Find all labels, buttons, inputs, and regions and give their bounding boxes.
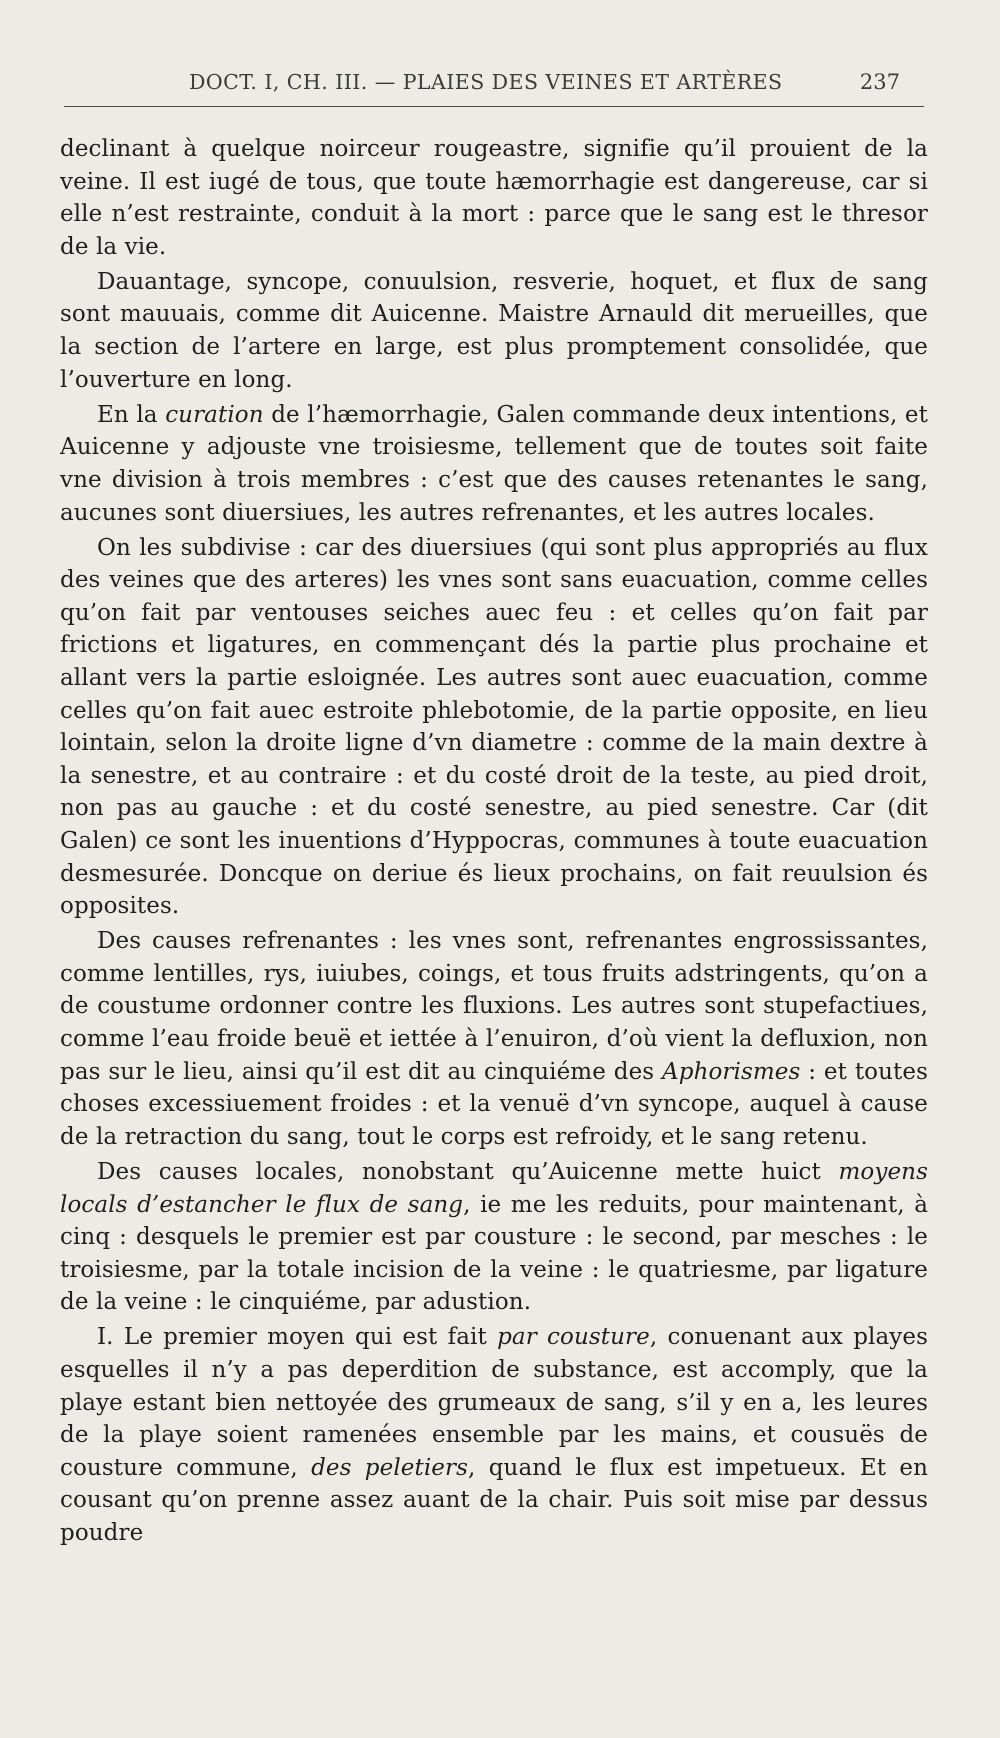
paragraph [60,925,928,1153]
italic-term: Aphorismes [662,1058,801,1085]
text-run: declinant à quelque noirceur rougeastre, signifie qu’il prouient de la veine. Il est iugé de tous, que toute hæmorrhagie est dangereuse, car si elle n’est restrainte, conduit à la mort : parce que le sang est le thresor de la vie. [60,136,928,260]
paragraph [60,266,928,396]
text-run: Dauantage, syncope, conuulsion, resverie, hoquet, et flux de sang sont mauuais, comme dit Auicenne. Maistre Arnauld dit merueilles, que la section de l’artere en large, est plus promptement consolidée, que l’ouverture en long. [60,268,928,393]
paragraph [60,1156,928,1319]
italic-term: moyens locals d’estancher le flux de sang [60,1158,928,1218]
text-run: I. Le premier moyen qui est fait [97,1324,498,1351]
text-run: , conuenant aux playes esquelles il n’y a pas deperdition de substance, est accomply, que la playe estant bien nettoyée des grumeaux de sang, s’il y en a, les leures de la playe soient ramenées ensemble par les mains, et cousuës de cousture commune, [60,1324,929,1481]
body-text [60,133,928,1552]
text-run: Des causes refrenantes : les vnes sont, refrenantes engrossissantes, comme lentilles, rys, iuiubes, coings, et tous fruits adstringents, qu’on a de coustume ordonner contre les fluxions. Les autres sont stupefactiues, comme l’eau froide beuë et iettée à l’enuiron, d’où vient la defluxion, non pas sur le lieu, ainsi qu’il est dit au cinquiéme des [60,928,928,1085]
italic-term: par cousture [497,1324,650,1351]
text-run: En la [97,401,166,428]
text-run: On les subdivise : car des diuersiues (qui sont plus appropriés au flux des veines que des arteres) les vnes sont sans euacuation, comme celles qu’on fait par ventouses seiches auec feu : et celles qu’on fait par frictions et ligatures, en commençant dés la partie plus prochaine et allant vers la partie esloignée. Les autres sont auec euacuation, comme celles qu’on fait auec estroite phlebotomie, de la partie opposite, en lieu lointain, selon la droite ligne d’vn diametre : comme de la main dextre à la senestre, et au contraire : et du costé droit de la teste, au pied droit, non pas au gauche : et du costé senestre, au pied senestre. Car (dit Galen) ce sont les inuentions d’Hyppocras, communes à toute euacuation desmesurée. Doncque on deriue és lieux prochains, on fait reuulsion és opposites. [60,534,928,920]
text-run: : et toutes choses excessiuement froides : et la venuë d’vn syncope, auquel à cause de la retraction du sang, tout le corps est refroidy, et le sang retenu. [60,1058,928,1150]
italic-term: des peletiers [311,1454,469,1481]
page-number: 237 [859,70,900,94]
text-run: , ie me les reduits, pour maintenant, à cinq : desquels le premier est par cousture : le second, par mesches : le troisiesme, par la totale incision de la veine : le quatriesme, par ligature de la veine : le cinquiéme, par adustion. [60,1191,929,1316]
header-rule [64,106,924,107]
paragraph [60,133,928,263]
running-head [64,58,924,98]
text-run: Des causes locales, nonobstant qu’Auicenne mette huict [97,1158,839,1185]
paragraph [60,399,928,529]
running-title: DOCT. I, CH. III. — PLAIES DES VEINES ET ARTÈRES [189,70,783,94]
text-run: de l’hæmorrhagie, Galen commande deux intentions, et Auicenne y adjouste vne troisiesme, tellement que de toutes soit faite vne division à trois membres : c’est que des causes retenantes le sang, aucunes sont diuersiues, les autres refrenantes, et les autres locales. [60,401,928,526]
paragraph [60,532,928,923]
paragraph [60,1321,928,1549]
italic-term: curation [165,401,264,428]
text-run: , quand le flux est impetueux. Et en cousant qu’on prenne assez auant de la chair. Puis soit mise par dessus poudre [60,1454,928,1546]
